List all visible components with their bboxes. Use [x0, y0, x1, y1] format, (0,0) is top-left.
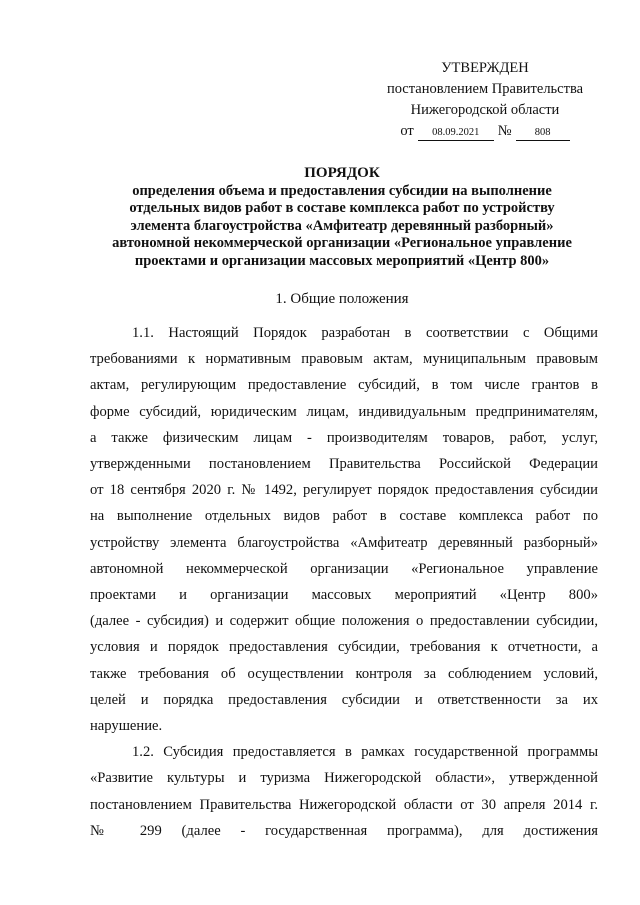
paragraph-line: на выполнение отдельных видов работ в составе комплекса работ по: [90, 508, 598, 525]
document-title-line: автономной некоммерческой организации «Региональное управление: [112, 235, 572, 251]
paragraph-line: № 299 (далее - государственная программа), для достижения: [90, 822, 598, 839]
approval-approved: УТВЕРЖДЕН: [441, 60, 529, 76]
paragraph-line: утвержденными постановлением Правительства Российской Федерации: [90, 456, 598, 473]
paragraph-line: 1.1. Настоящий Порядок разработан в соответствии с Общими: [132, 325, 598, 341]
paragraph-line: требованиями к нормативным правовым актам, муниципальным правовым: [90, 351, 598, 368]
document-title-line: определения объема и предоставления субсидии на выполнение: [132, 182, 552, 199]
paragraph-line: проектами и организации массовых мероприятий «Центр 800»: [90, 587, 598, 604]
paragraph-line: нарушение.: [90, 718, 163, 735]
paragraph-line: автономной некоммерческой организации «Региональное управление: [90, 560, 598, 577]
paragraph-line: (далее - субсидия) и содержит общие положения о предоставлении субсидии,: [90, 613, 598, 630]
paragraph-line: целей и порядка предоставления субсидии и ответственности за их: [90, 691, 598, 708]
paragraph-line: «Развитие культуры и туризма Нижегородской области», утвержденной: [90, 770, 598, 787]
paragraph-line: условия и порядок предоставления субсидии, требования к отчетности, а: [90, 639, 598, 656]
approval-number-label: №: [497, 123, 512, 139]
document-title-line: отдельных видов работ в составе комплекса работ по устройству: [129, 200, 555, 216]
approval-date-number-row: [380, 121, 590, 142]
paragraph-line: форме субсидий, юридическим лицам, индивидуальным предпринимателям,: [90, 403, 598, 420]
paragraph-line: 1.2. Субсидия предоставляется в рамках государственной программы: [132, 744, 598, 761]
paragraph-line: от 18 сентября 2020 г. № 1492, регулирует порядок предоставления субсидии: [90, 482, 598, 499]
document-title: [72, 165, 612, 270]
document-title-line: элемента благоустройства «Амфитеатр деревянный разборный»: [130, 217, 554, 234]
section-heading: 1. Общие положения: [275, 291, 409, 307]
document-title-heading: ПОРЯДОК: [304, 165, 380, 181]
paragraph-line: постановлением Правительства Нижегородской области от 30 апреля 2014 г.: [90, 796, 598, 813]
paragraph-line: актам, регулирующим предоставление субсидий, в том числе грантов в: [90, 377, 598, 394]
paragraph-line: а также физическим лицам - производителям товаров, работ, услуг,: [90, 429, 598, 446]
paragraph-line: устройству элемента благоустройства «Амфитеатр деревянный разборный»: [90, 534, 598, 551]
approval-by-line1: постановлением Правительства: [386, 81, 584, 97]
document-title-line: проектами и организации массовых мероприятий «Центр 800»: [134, 252, 550, 269]
document-body: [90, 320, 598, 844]
approval-date: 08.09.2021: [418, 126, 494, 141]
approval-stamp: [380, 58, 590, 142]
approval-number: 808: [516, 126, 570, 141]
approval-by-line2: Нижегородской области: [410, 102, 560, 118]
paragraph-line: также требования об осуществлении контроля за соблюдением условий,: [90, 665, 598, 682]
approval-from-label: от: [400, 123, 414, 139]
